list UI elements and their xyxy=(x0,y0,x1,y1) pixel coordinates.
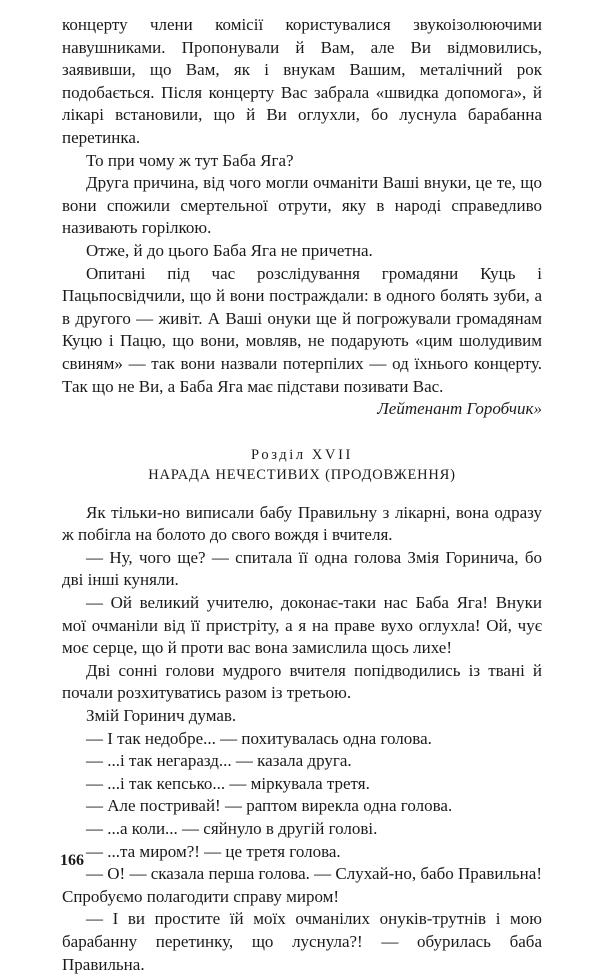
chapter-heading xyxy=(62,445,542,485)
paragraph: Як тільки-но виписали бабу Правильну з лікарні, вона одразу ж побігла на болото до свого вождя і вчителя. xyxy=(62,502,542,545)
letter-signature: Лейтенант Горобчик» xyxy=(377,399,542,419)
letter-continuation xyxy=(62,14,542,421)
paragraph: Опитані під час розслідування громадяни Куць і Пацьпосвідчили, що й вони постраждали: в одного болять зуби, а в другого — живіт. А Ваші онуки ще й погрожували громадянам Куцю і Пацю, що вони, мовляв, не подарують «цим шолудивим свиням» — так вони назвали потерпілих — од їхнього концерту. Так що не Ви, а Баба Яга має підстави позивати Вас. xyxy=(62,263,542,396)
paragraph: концерту члени комісії користувалися звукоізолюючими навушниками. Пропонували й Вам, але Ви відмовились, заявивши, що Вам, як і внукам Вашим, металічний рок подобається. Після концерту Вас забрала «швидка допомога», й лікарі встановили, що й Ви оглухли, бо луснула барабанна перетинка. xyxy=(62,15,542,147)
paragraph: — Але постривай! — раптом вирекла одна голова. xyxy=(86,796,453,816)
paragraph: — ...та миром?! — це третя голова. xyxy=(86,841,341,861)
paragraph: — ...і так кепсько... — міркувала третя. xyxy=(86,773,370,793)
chapter-title: НАРАДА НЕЧЕСТИВИХ (ПРОДОВЖЕННЯ) xyxy=(148,466,456,483)
paragraph: Дві сонні голови мудрого вчителя попідводились із твані й почали розхитуватись разом із третьою. xyxy=(62,660,542,703)
paragraph: — ...і так негаразд... — казала друга. xyxy=(86,751,352,771)
paragraph: Змій Горинич думав. xyxy=(86,706,237,726)
paragraph: — І так недобре... — похитувалась одна голова. xyxy=(86,728,432,748)
paragraph: — І ви простите їй моїх очманілих онуків-трутнів і мою барабанну перетинку, що луснула?! — обурилась баба Правильна. xyxy=(62,909,542,974)
paragraph: То при чому ж тут Баба Яга? xyxy=(86,150,294,170)
paragraph: — О! — сказала перша голова. — Слухай-но, бабо Правильна! Спробуємо полагодити справу миром! xyxy=(62,864,542,906)
chapter-body xyxy=(62,502,542,976)
paragraph: — Ой великий учителю, доконає-таки нас Баба Яга! Внуки мої очманіли від її пристріту, а я на праве вухо оглухла! Ой, чує моє серце, що й проти вас вона замислила щось лихе! xyxy=(62,593,542,658)
paragraph: — ...а коли... — сяйнуло в другій голові. xyxy=(86,819,378,838)
paragraph: Друга причина, від чого могли очманіти Ваші внуки, це те, що вони спожили смертельної отрути, яку в народі справедливо називають горілкою. xyxy=(62,173,542,238)
chapter-number: Розділ XVII xyxy=(251,446,353,463)
paragraph: Отже, й до цього Баба Яга не причетна. xyxy=(86,240,373,260)
book-page xyxy=(62,14,542,976)
paragraph: — Ну, чого ще? — спитала її одна голова Змія Горинича, бо дві інші куняли. xyxy=(62,547,542,590)
page-number: 166 xyxy=(60,852,84,869)
